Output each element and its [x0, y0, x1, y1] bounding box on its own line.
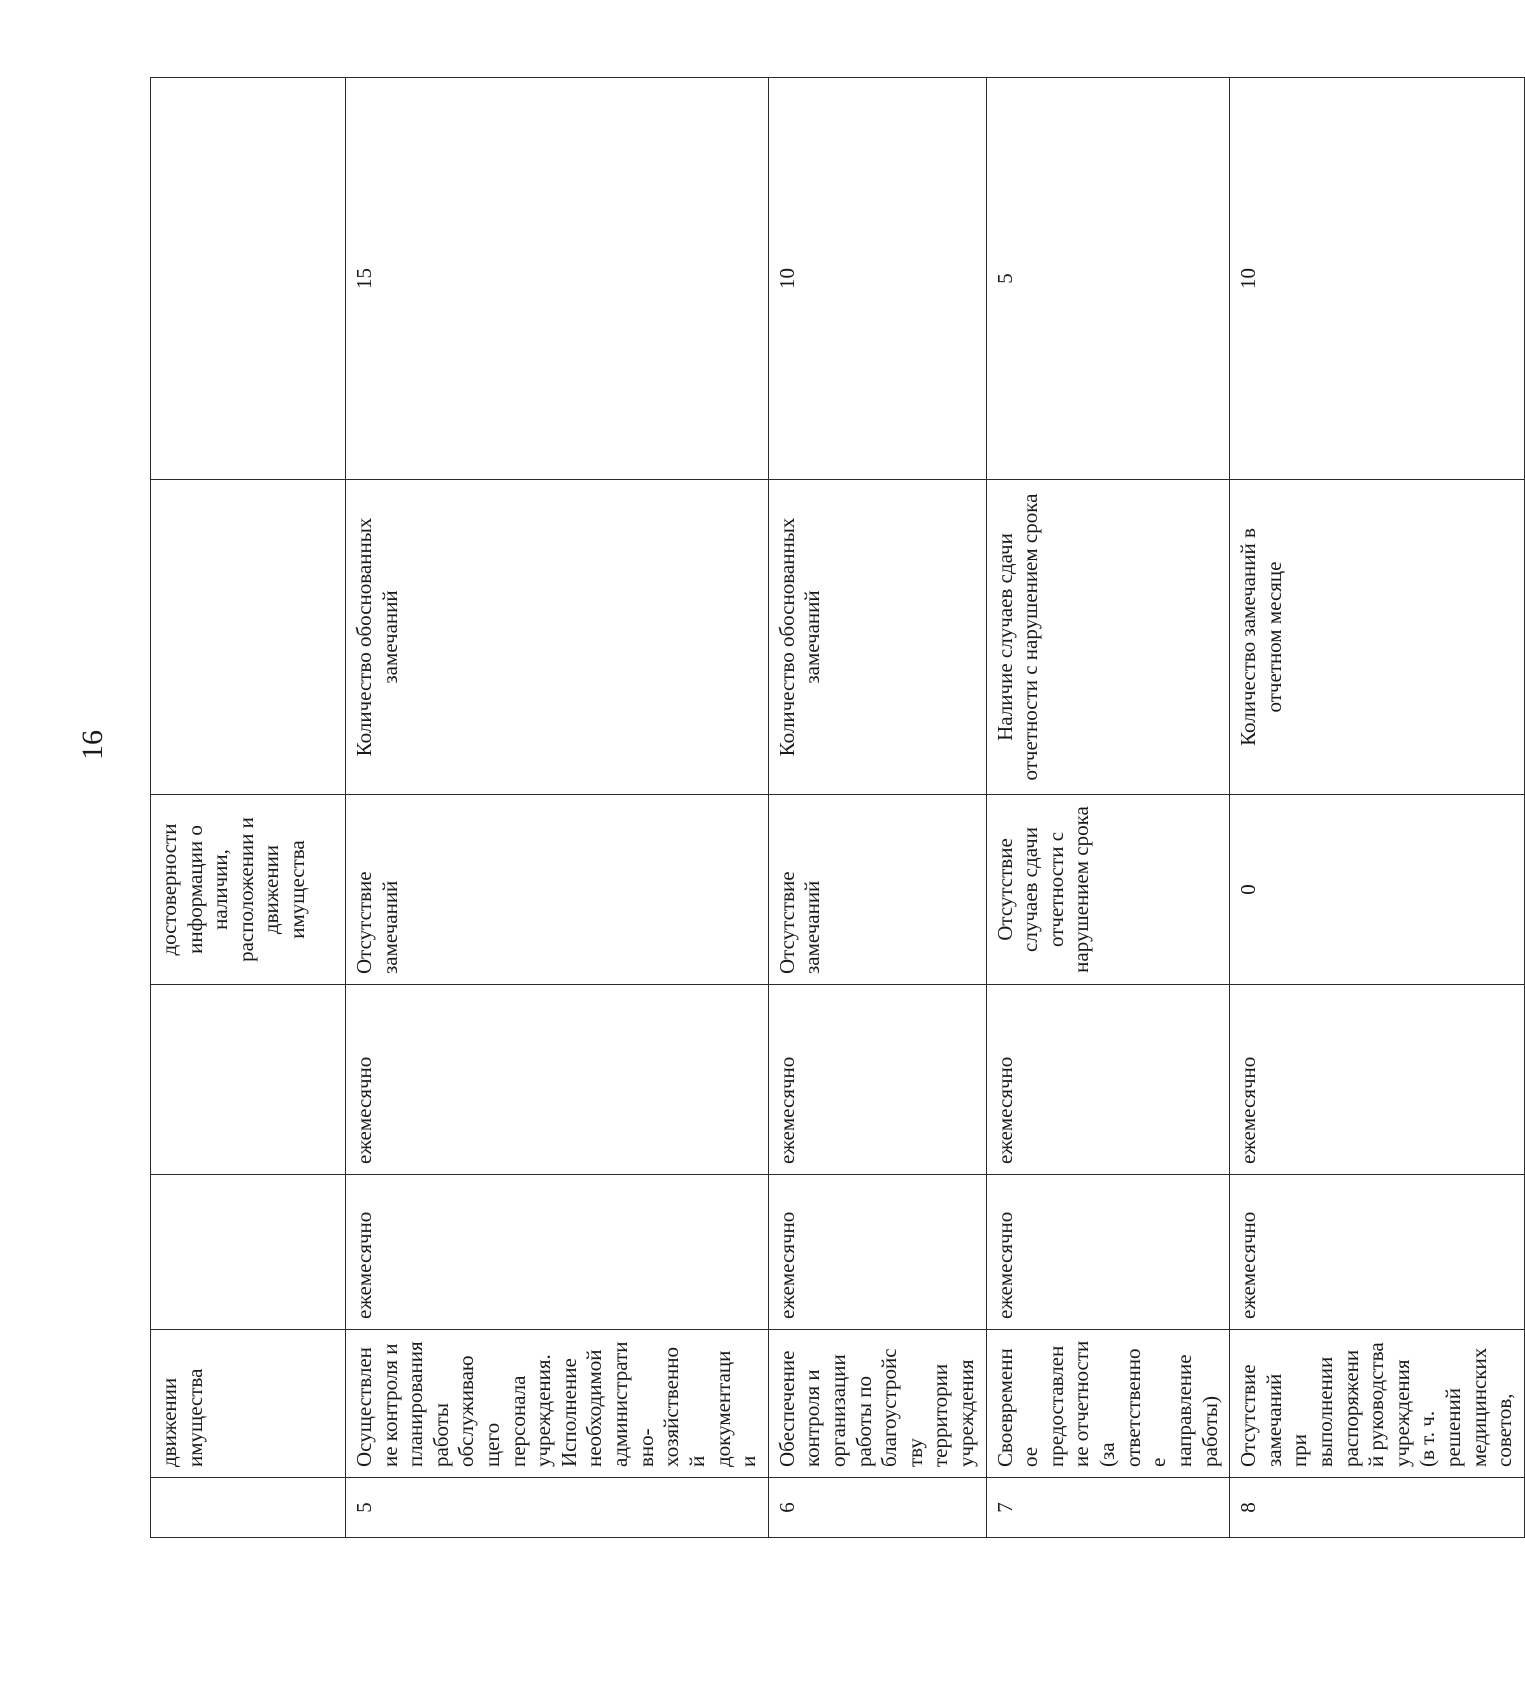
points-cell: [151, 78, 346, 480]
criteria-table: [150, 77, 1525, 1538]
indicator-cell: Количество обоснованных замечаний: [346, 480, 769, 795]
target-cell: Отсутствие случаев сдачи отчетности с нарушением срока: [986, 795, 1229, 985]
row-number-cell: 5: [346, 1478, 769, 1538]
page-number: 16: [76, 730, 109, 760]
period-cell: ежемесячно: [986, 985, 1229, 1175]
criterion-cell: Обеспечение контроля и организации работы по благоустройству территории учреждения: [768, 1330, 986, 1478]
period-cell: ежемесячно: [986, 1175, 1229, 1330]
row-number-cell: [151, 1478, 346, 1538]
indicator-cell: Наличие случаев сдачи отчетности с нарушением срока: [986, 480, 1229, 795]
table-row: [151, 78, 346, 1538]
table-row: [768, 78, 986, 1538]
row-number-cell: 6: [768, 1478, 986, 1538]
criterion-cell: движении имущества: [151, 1330, 346, 1478]
period-cell: [151, 985, 346, 1175]
points-cell: 10: [1230, 78, 1525, 480]
period-cell: ежемесячно: [346, 1175, 769, 1330]
table-row: [986, 78, 1229, 1538]
indicator-cell: [151, 480, 346, 795]
criterion-cell: Своевременное предоставление отчетности (за ответственное направление работы): [986, 1330, 1229, 1478]
period-cell: ежемесячно: [346, 985, 769, 1175]
table-row: [346, 78, 769, 1538]
row-number-cell: 7: [986, 1478, 1229, 1538]
target-cell: 0: [1230, 795, 1525, 985]
target-cell: Отсутствие замечаний: [346, 795, 769, 985]
period-cell: ежемесячно: [768, 985, 986, 1175]
target-cell: достоверности информации о наличии, расположении и движении имущества: [151, 795, 346, 985]
criterion-cell: Отсутствие замечаний при выполнении распоряжений руководства учреждения (в т. ч. решений медицинских советов,: [1230, 1330, 1525, 1478]
rotated-table-wrapper: [150, 78, 1517, 1538]
points-cell: 10: [768, 78, 986, 480]
row-number-cell: 8: [1230, 1478, 1525, 1538]
points-cell: 15: [346, 78, 769, 480]
indicator-cell: Количество замечаний в отчетном месяце: [1230, 480, 1525, 795]
period-cell: ежемесячно: [1230, 985, 1525, 1175]
period-cell: ежемесячно: [768, 1175, 986, 1330]
indicator-cell: Количество обоснованных замечаний: [768, 480, 986, 795]
criterion-cell: Осуществление контроля и планирования работы обслуживающего персонала учреждения. Исполнение необходимой административно-хозяйственной документации: [346, 1330, 769, 1478]
period-cell: [151, 1175, 346, 1330]
table-row: [1230, 78, 1525, 1538]
period-cell: ежемесячно: [1230, 1175, 1525, 1330]
points-cell: 5: [986, 78, 1229, 480]
target-cell: Отсутствие замечаний: [768, 795, 986, 985]
